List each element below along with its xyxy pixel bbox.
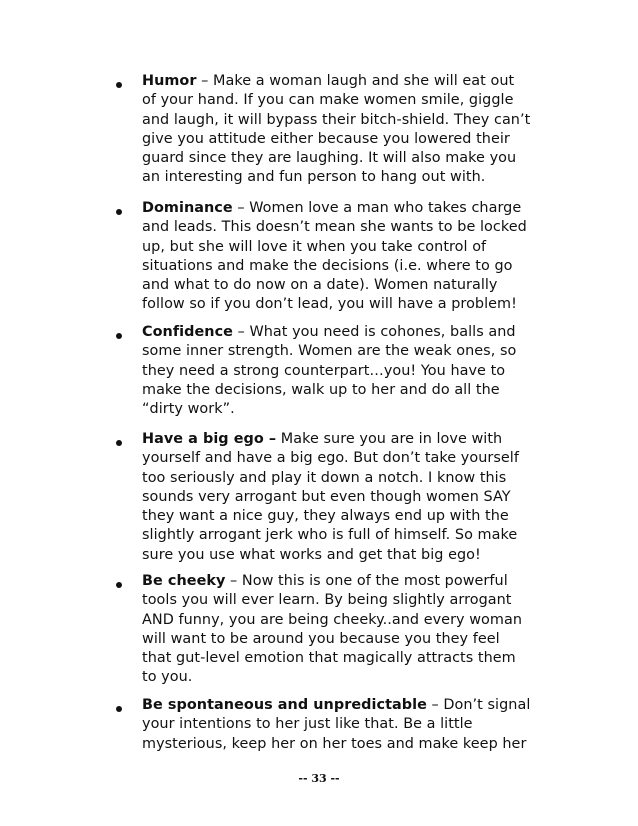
bullet-dot-icon bbox=[116, 706, 122, 712]
bullet-line: an interesting and fun person to hang out with. bbox=[142, 169, 486, 186]
bullet-line: AND funny, you are being cheeky..and every woman bbox=[142, 611, 523, 628]
bullet-line: slightly arrogant jerk who is full of himself. So make bbox=[142, 527, 518, 544]
bullet-text bbox=[142, 72, 552, 188]
bullet-heading: Be spontaneous and unpredictable bbox=[142, 697, 427, 713]
bullet-first-line bbox=[142, 72, 552, 91]
bullet-heading: Have a big ego – bbox=[142, 431, 277, 447]
bullet-line: sounds very arrogant but even though women SAY bbox=[142, 488, 511, 505]
bullet-line: that gut-level emotion that magically attracts them bbox=[142, 650, 516, 667]
bullet-lead: Make sure you are in love with bbox=[276, 431, 503, 447]
bullet-first-line bbox=[142, 696, 552, 715]
bullet-heading: Be cheeky bbox=[142, 573, 226, 589]
bullet-line: and what to do now on a date). Women naturally bbox=[142, 277, 498, 294]
bullet-line: some inner strength. Women are the weak ones, so bbox=[142, 343, 517, 360]
bullet-text bbox=[142, 430, 552, 565]
bullet-line: and laugh, it will bypass their bitch-shield. They can’t bbox=[142, 111, 531, 128]
bullet-line: to you. bbox=[142, 669, 193, 686]
bullet-lead: – What you need is cohones, balls and bbox=[232, 324, 516, 340]
bullet-text bbox=[142, 572, 552, 688]
bullet-first-line bbox=[142, 199, 552, 218]
bullet-line: sure you use what works and get that big ego! bbox=[142, 546, 481, 563]
bullet-dot-icon bbox=[116, 582, 122, 588]
bullet-dot-icon bbox=[116, 82, 122, 88]
bullet-dot-icon bbox=[116, 440, 122, 446]
bullet-line: yourself and have a big ego. But don’t take yourself bbox=[142, 450, 519, 467]
bullet-heading: Humor bbox=[142, 73, 197, 89]
bullet-lead: – Don’t signal bbox=[426, 697, 531, 713]
bullet-line: will want to be around you because you they feel bbox=[142, 630, 500, 647]
bullet-line: tools you will ever learn. By being slightly arrogant bbox=[142, 592, 512, 609]
bullet-line: give you attitude either because you lowered their bbox=[142, 130, 510, 147]
bullet-line: they want a nice guy, they always end up with the bbox=[142, 508, 509, 525]
bullet-heading: Confidence bbox=[142, 324, 233, 340]
bullet-line: of your hand. If you can make women smile, giggle bbox=[142, 92, 514, 109]
bullet-line: and leads. This doesn’t mean she wants to be locked bbox=[142, 219, 527, 236]
page-number: -- 33 -- bbox=[298, 772, 340, 785]
bullet-text bbox=[142, 696, 552, 754]
bullet-dot-icon bbox=[116, 333, 122, 339]
bullet-line: “dirty work”. bbox=[142, 401, 235, 418]
bullet-first-line bbox=[142, 430, 552, 449]
bullet-dot-icon bbox=[116, 209, 122, 215]
bullet-lead: – Now this is one of the most powerful bbox=[225, 573, 508, 589]
bullet-line: follow so if you don’t lead, you will have a problem! bbox=[142, 296, 517, 313]
bullet-text bbox=[142, 323, 552, 419]
bullet-line: guard since they are laughing. It will also make you bbox=[142, 150, 517, 167]
bullet-line: your intentions to her just like that. Be a little bbox=[142, 716, 473, 733]
bullet-lead: – Women love a man who takes charge bbox=[232, 200, 522, 216]
bullet-line: mysterious, keep her on her toes and make keep her bbox=[142, 735, 527, 752]
bullet-line: make the decisions, walk up to her and do all the bbox=[142, 381, 500, 398]
bullet-text bbox=[142, 199, 552, 315]
bullet-heading: Dominance bbox=[142, 200, 233, 216]
bullet-line: up, but she will love it when you take control of bbox=[142, 238, 487, 255]
bullet-line: they need a strong counterpart…you! You have to bbox=[142, 362, 506, 379]
bullet-line: situations and make the decisions (i.e. where to go bbox=[142, 257, 513, 274]
bullet-first-line bbox=[142, 323, 552, 342]
bullet-lead: – Make a woman laugh and she will eat out bbox=[196, 73, 515, 89]
bullet-line: too seriously and play it down a notch. I know this bbox=[142, 469, 507, 486]
bullet-first-line bbox=[142, 572, 552, 591]
